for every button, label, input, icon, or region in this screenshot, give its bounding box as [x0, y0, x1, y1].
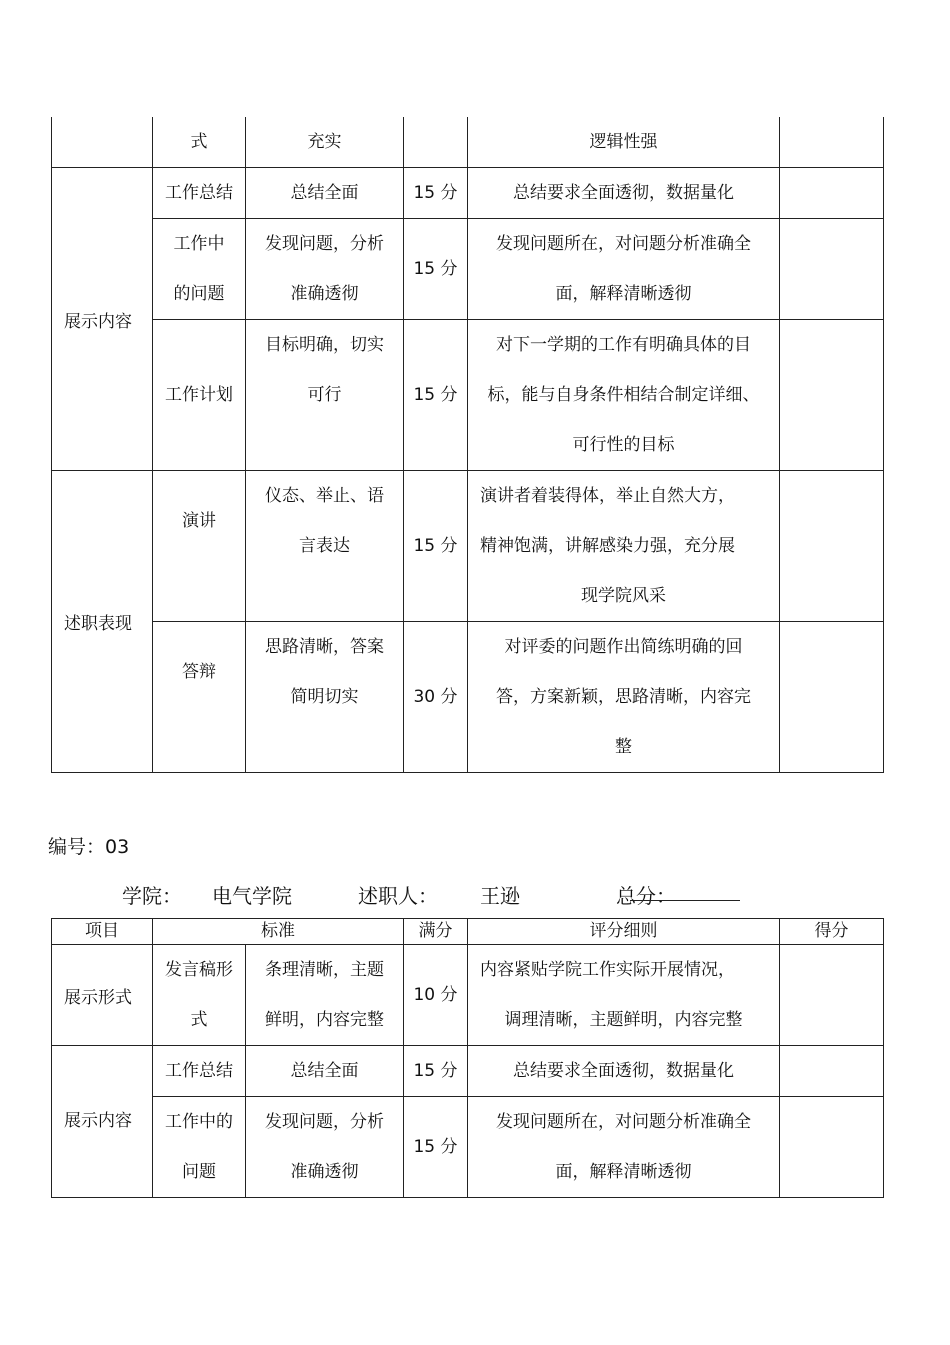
criterion-line: 发现问题，分析	[265, 1112, 384, 1132]
max-score-cell: 15 分	[404, 320, 468, 471]
detail-line: 演讲者着装得体，举止自然大方，	[480, 486, 735, 506]
detail-cell	[468, 320, 780, 471]
criterion-line: 言表达	[299, 536, 350, 556]
speaker-label: 述职人：	[358, 884, 438, 908]
item-line: 发言稿形	[165, 960, 233, 980]
table-row	[52, 117, 884, 168]
detail-cell: 总结要求全面透彻，数据量化	[468, 168, 780, 219]
item-line: 演讲	[182, 511, 216, 531]
points-cell[interactable]	[780, 1097, 884, 1198]
table-row	[52, 1097, 884, 1198]
table-row	[52, 1046, 884, 1097]
section-cell: 展示内容	[52, 168, 153, 471]
detail-cell: 总结要求全面透彻，数据量化	[468, 1046, 780, 1097]
detail-line: 精神饱满，讲解感染力强，充分展	[480, 536, 735, 556]
detail-line: 内容紧贴学院工作实际开展情况，	[480, 960, 735, 980]
criterion-cell: 总结全面	[246, 1046, 404, 1097]
detail-line: 调理清晰，主题鲜明，内容完整	[504, 1010, 743, 1030]
detail-cell	[468, 471, 780, 622]
serial-value: 03	[105, 836, 130, 858]
max-score-cell: 30 分	[404, 622, 468, 773]
detail-cell	[468, 945, 780, 1046]
max-score-cell: 15 分	[404, 219, 468, 320]
criterion-cell	[246, 219, 404, 320]
detail-line: 标，能与自身条件相结合制定详细、	[487, 385, 760, 405]
item-line: 答辩	[182, 662, 216, 682]
serial-number	[48, 832, 129, 859]
criterion-line: 条理清晰，主题	[265, 960, 384, 980]
item-cell: 工作总结	[153, 1046, 246, 1097]
criterion-cell: 充实	[246, 117, 404, 168]
header-points: 得分	[780, 919, 884, 945]
item-line: 式	[190, 1010, 208, 1030]
detail-line: 答，方案新颖，思路清晰，内容完	[496, 687, 751, 707]
detail-cell	[468, 1097, 780, 1198]
section-cell: 展示形式	[52, 945, 153, 1046]
criterion-cell: 总结全面	[246, 168, 404, 219]
item-cell: 式	[153, 117, 246, 168]
max-score-cell: 15 分	[404, 1097, 468, 1198]
detail-line: 面，解释清晰透彻	[555, 284, 692, 304]
section-cell	[52, 117, 153, 168]
detail-cell: 逻辑性强	[468, 117, 780, 168]
table-row	[52, 622, 884, 773]
points-cell[interactable]	[780, 945, 884, 1046]
points-cell[interactable]	[780, 622, 884, 773]
section-cell: 述职表现	[52, 471, 153, 773]
points-cell[interactable]	[780, 471, 884, 622]
detail-line: 面，解释清晰透彻	[555, 1162, 692, 1182]
detail-cell	[468, 219, 780, 320]
item-cell	[153, 945, 246, 1046]
detail-line: 现学院风采	[581, 586, 666, 606]
detail-line: 对下一学期的工作有明确具体的目	[496, 335, 751, 355]
max-score-cell	[404, 117, 468, 168]
max-score-cell: 15 分	[404, 1046, 468, 1097]
item-line: 问题	[182, 1162, 216, 1182]
section-label: 展示内容	[64, 1111, 132, 1131]
max-score-cell: 15 分	[404, 471, 468, 622]
criterion-cell	[246, 471, 404, 622]
detail-cell	[468, 622, 780, 773]
college-value: 电气学院	[212, 884, 292, 908]
item-line: 工作中的问题	[173, 234, 225, 304]
max-score-cell: 10 分	[404, 945, 468, 1046]
criterion-line: 准确透彻	[290, 1162, 359, 1182]
speaker-value: 王逊	[480, 884, 520, 908]
max-score-cell: 15 分	[404, 168, 468, 219]
criterion-cell	[246, 1097, 404, 1198]
criterion-line: 思路清晰，答案	[265, 637, 384, 657]
table-header-row	[52, 919, 884, 945]
criterion-line: 鲜明，内容完整	[265, 1010, 384, 1030]
header-standard: 标准	[153, 919, 404, 945]
header-item: 项目	[52, 919, 153, 945]
points-cell[interactable]	[780, 168, 884, 219]
criterion-cell	[246, 622, 404, 773]
scoring-table	[51, 918, 884, 1198]
points-cell[interactable]	[780, 1046, 884, 1097]
detail-line: 发现问题所在，对问题分析准确全	[496, 1112, 751, 1132]
criterion-cell	[246, 945, 404, 1046]
item-cell: 工作计划	[153, 320, 246, 471]
item-cell	[153, 219, 246, 320]
detail-line: 可行性的目标	[572, 435, 675, 455]
item-line: 工作中的	[165, 1112, 233, 1132]
item-cell: 工作总结	[153, 168, 246, 219]
criterion-line: 简明切实	[290, 687, 359, 707]
detail-line: 对评委的问题作出简练明确的回	[504, 637, 743, 657]
header-max: 满分	[404, 919, 468, 945]
item-cell	[153, 1097, 246, 1198]
item-cell	[153, 471, 246, 622]
detail-line: 整	[615, 737, 632, 757]
criterion-line: 准确透彻	[290, 284, 359, 304]
table-row	[52, 945, 884, 1046]
section-cell	[52, 1046, 153, 1198]
table-row	[52, 471, 884, 622]
table-row	[52, 219, 884, 320]
detail-line: 发现问题所在，对问题分析准确全	[496, 234, 751, 254]
criterion-line: 可行	[307, 385, 342, 405]
criterion-line: 仪态、举止、语	[265, 486, 384, 506]
scoring-table-continued	[51, 117, 884, 773]
total-label: 总分：	[616, 884, 676, 908]
header-detail: 评分细则	[468, 919, 780, 945]
table-row	[52, 320, 884, 471]
criterion-cell	[246, 320, 404, 471]
item-cell	[153, 622, 246, 773]
points-cell[interactable]	[780, 219, 884, 320]
points-cell[interactable]	[780, 320, 884, 471]
criterion-line: 目标明确，切实	[265, 335, 384, 355]
total-score-blank[interactable]	[630, 880, 740, 901]
college-label: 学院：	[122, 884, 182, 908]
criterion-line: 发现问题，分析	[265, 234, 384, 254]
points-cell[interactable]	[780, 117, 884, 168]
table-row	[52, 168, 884, 219]
serial-label: 编号：	[48, 836, 106, 858]
